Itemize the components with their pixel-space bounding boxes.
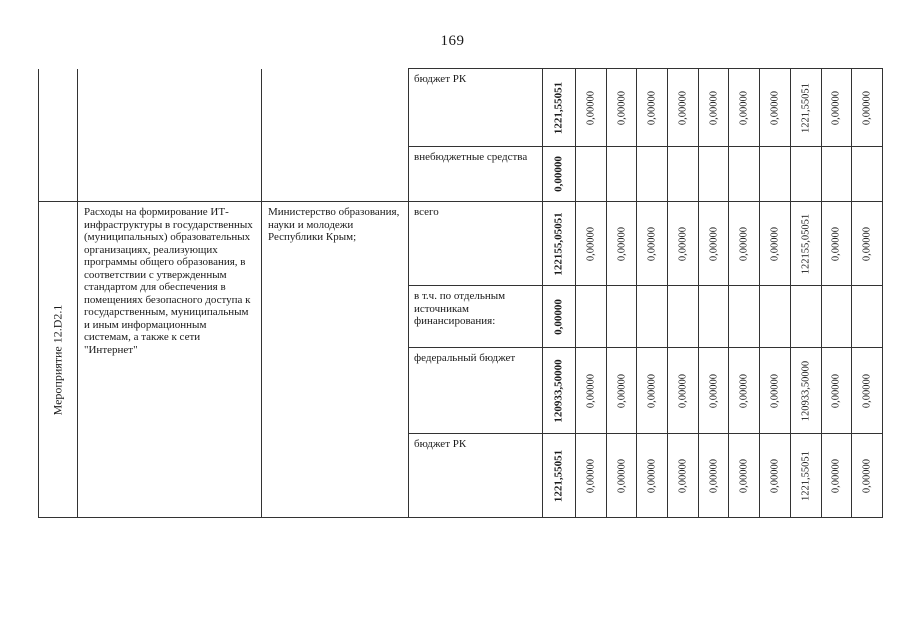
year-value-cell: 0,00000 bbox=[668, 434, 699, 518]
year-value-cell: 0,00000 bbox=[729, 69, 760, 147]
year-value-cell: 120933,50000 bbox=[790, 348, 821, 434]
funding-source-cell: всего bbox=[409, 202, 543, 286]
year-value-cell: 0,00000 bbox=[760, 434, 791, 518]
year-value-cell bbox=[576, 286, 607, 348]
year-value-cell bbox=[698, 286, 729, 348]
year-value-cell bbox=[760, 147, 791, 202]
year-value-cell bbox=[606, 286, 637, 348]
year-value-cell bbox=[729, 147, 760, 202]
funding-source-cell: в т.ч. по отдельным источникам финансирования: bbox=[409, 286, 543, 348]
measure-label-cell bbox=[39, 202, 78, 518]
year-value-cell bbox=[790, 147, 821, 202]
year-value-cell: 0,00000 bbox=[698, 348, 729, 434]
measure-description-cell bbox=[78, 202, 262, 518]
funding-source-cell: федеральный бюджет bbox=[409, 348, 543, 434]
year-value-cell: 0,00000 bbox=[760, 69, 791, 147]
year-value-cell: 0,00000 bbox=[852, 348, 883, 434]
page-number: 169 bbox=[440, 33, 465, 49]
year-value-cell: 0,00000 bbox=[576, 348, 607, 434]
year-value-cell: 0,00000 bbox=[821, 202, 852, 286]
year-value-cell: 0,00000 bbox=[852, 434, 883, 518]
year-value-cell: 0,00000 bbox=[606, 348, 637, 434]
funding-source-cell: внебюджетные средства bbox=[409, 147, 543, 202]
year-value-cell: 0,00000 bbox=[606, 202, 637, 286]
year-value-cell: 0,00000 bbox=[668, 348, 699, 434]
budget-table bbox=[38, 68, 883, 518]
table-row bbox=[39, 202, 883, 286]
year-value-cell: 0,00000 bbox=[821, 69, 852, 147]
year-value-cell: 1221,55051 bbox=[790, 69, 821, 147]
year-value-cell: 0,00000 bbox=[821, 434, 852, 518]
year-value-cell bbox=[668, 147, 699, 202]
responsible-continuation-cell bbox=[262, 69, 409, 202]
year-value-cell bbox=[606, 147, 637, 202]
measure-continuation-cell bbox=[39, 69, 78, 202]
year-value-cell: 0,00000 bbox=[637, 202, 668, 286]
year-value-cell: 0,00000 bbox=[576, 434, 607, 518]
measure-description: Расходы на формирование ИТ-инфраструктуры в государственных (муниципальных) образовательных организациях, реализующих программы общего образования, в соответствии с утвержденным стандартом для обеспечения в помещениях безопасного доступа к государственным, муниципальным и иным информационным системам, а также к сети "Интернет" bbox=[84, 206, 253, 356]
year-value-cell: 1221,55051 bbox=[790, 434, 821, 518]
year-value-cell: 0,00000 bbox=[637, 348, 668, 434]
table-row bbox=[39, 69, 883, 147]
year-value-cell bbox=[760, 286, 791, 348]
year-value-cell bbox=[852, 286, 883, 348]
total-value-cell: 1221,55051 bbox=[543, 434, 576, 518]
year-value-cell bbox=[729, 286, 760, 348]
total-value-cell: 0,00000 bbox=[543, 147, 576, 202]
year-value-cell bbox=[852, 147, 883, 202]
year-value-cell: 122155,05051 bbox=[790, 202, 821, 286]
measure-label: Мероприятие 12.D2.1 bbox=[50, 304, 65, 415]
responsible-executor: Министерство образования, науки и молодежи Республики Крым; bbox=[268, 206, 400, 243]
year-value-cell: 0,00000 bbox=[606, 69, 637, 147]
year-value-cell: 0,00000 bbox=[760, 348, 791, 434]
year-value-cell bbox=[698, 147, 729, 202]
year-value-cell bbox=[790, 286, 821, 348]
year-value-cell bbox=[637, 286, 668, 348]
funding-source-cell: бюджет РК bbox=[409, 434, 543, 518]
year-value-cell: 0,00000 bbox=[576, 69, 607, 147]
year-value-cell bbox=[821, 147, 852, 202]
year-value-cell: 0,00000 bbox=[760, 202, 791, 286]
year-value-cell: 0,00000 bbox=[576, 202, 607, 286]
year-value-cell: 0,00000 bbox=[729, 202, 760, 286]
year-value-cell bbox=[637, 147, 668, 202]
year-value-cell bbox=[821, 286, 852, 348]
year-value-cell: 0,00000 bbox=[637, 69, 668, 147]
year-value-cell: 0,00000 bbox=[852, 69, 883, 147]
responsible-cell bbox=[262, 202, 409, 518]
year-value-cell: 0,00000 bbox=[729, 434, 760, 518]
year-value-cell: 0,00000 bbox=[606, 434, 637, 518]
year-value-cell: 0,00000 bbox=[852, 202, 883, 286]
year-value-cell: 0,00000 bbox=[698, 434, 729, 518]
total-value-cell: 120933,50000 bbox=[543, 348, 576, 434]
year-value-cell: 0,00000 bbox=[698, 69, 729, 147]
total-value-cell: 0,00000 bbox=[543, 286, 576, 348]
year-value-cell bbox=[576, 147, 607, 202]
year-value-cell: 0,00000 bbox=[729, 348, 760, 434]
year-value-cell: 0,00000 bbox=[821, 348, 852, 434]
total-value-cell: 122155,05051 bbox=[543, 202, 576, 286]
year-value-cell bbox=[668, 286, 699, 348]
total-value-cell: 1221,55051 bbox=[543, 69, 576, 147]
description-continuation-cell bbox=[78, 69, 262, 202]
year-value-cell: 0,00000 bbox=[668, 202, 699, 286]
funding-source-cell: бюджет РК bbox=[409, 69, 543, 147]
year-value-cell: 0,00000 bbox=[668, 69, 699, 147]
year-value-cell: 0,00000 bbox=[698, 202, 729, 286]
year-value-cell: 0,00000 bbox=[637, 434, 668, 518]
